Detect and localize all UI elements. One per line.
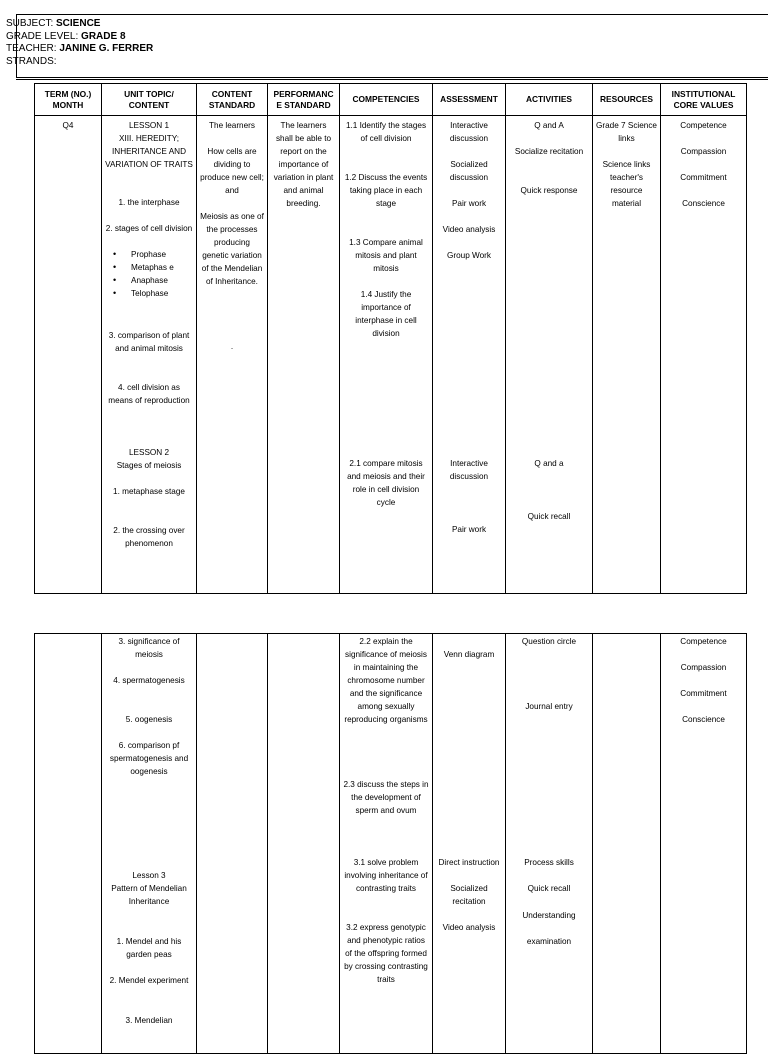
topic-item: 1. the interphase <box>118 198 180 207</box>
subject-value: SCIENCE <box>56 18 101 29</box>
table-row <box>35 634 747 1054</box>
teacher-value: JANINE G. FERRER <box>59 43 154 54</box>
activities-cell: Question circle Journal entry Process skills Quick recall Understanding examination <box>506 634 593 1054</box>
topic-cell: 3. significance of meiosis 4. spermatogenesis 5. oogenesis 6. comparison pf spermatogenesis and oogenesis Lesson 3 Pattern of Mendelian Inheritance 1. Mendel and his garden peas 2. Mendel experiment 3. Mendelian <box>102 634 197 1054</box>
topic-item: 2. the crossing over phenomenon <box>113 526 185 548</box>
col-header-content-standard: CONTENT STANDARD <box>197 84 268 116</box>
list-item: • Prophase <box>105 248 193 261</box>
competencies-cell: 2.2 explain the significance of meiosis in maintaining the chromosome number and the significance among sexually reproducing organisms 2.3 discuss the steps in the development of sperm and ovum 3.1 solve problem involving inheritance of contrasting traits 3.2 express genotypic and phenotypic ratios of the offspring formed by crossing contrasting traits <box>340 634 433 1054</box>
performance-standard-cell <box>268 634 340 1054</box>
topic-item: 3. comparison of plant and animal mitosis <box>108 331 190 353</box>
col-header-term: TERM (NO.) MONTH <box>35 84 102 116</box>
topic-item: 2. stages of cell division <box>105 224 193 233</box>
strands-line: STRANDS: <box>6 55 57 67</box>
activities-cell: Q and A Socialize recitation Quick response Q and a Quick recall <box>506 116 593 594</box>
col-header-assessment: ASSESSMENT <box>433 84 506 116</box>
col-header-performance-standard: PERFORMANC E STANDARD <box>268 84 340 116</box>
grade-value: GRADE 8 <box>81 30 126 42</box>
topic-item: 1. metaphase stage <box>113 487 185 496</box>
list-item: • Anaphase <box>105 274 193 287</box>
resources-cell: Grade 7 Science links Science links teacher's resource material <box>593 116 661 594</box>
document-header <box>6 18 153 68</box>
lesson-3-title: Lesson 3 Pattern of Mendelian Inheritance <box>111 871 187 906</box>
assessment-cell: Venn diagram Direct instruction Socialized recitation Video analysis <box>433 634 506 1054</box>
competencies-cell: 1.1 Identify the stages of cell division 1.2 Discuss the events taking place in each stage 1.3 Compare animal mitosis and plant mitosis 1.4 Justify the importance of interphase in cell division 2.1 compare mitosis and meiosis and their role in cell division cycle <box>340 116 433 594</box>
table-row <box>35 116 747 594</box>
col-header-core-values: INSTITUTIONAL CORE VALUES <box>661 84 747 116</box>
term-cell <box>35 634 102 1054</box>
col-header-topic: UNIT TOPIC/ CONTENT <box>102 84 197 116</box>
table-header-row <box>35 84 747 116</box>
lesson-2-title: LESSON 2 Stages of meiosis <box>116 448 182 470</box>
assessment-cell: Interactive discussion Socialized discussion Pair work Video analysis Group Work Interactive discussion Pair work <box>433 116 506 594</box>
curriculum-table-2 <box>34 633 747 1054</box>
teacher-line: TEACHER: JANINE G. FERRER <box>6 43 154 54</box>
resources-cell <box>593 634 661 1054</box>
performance-standard-cell: The learners shall be able to report on the importance of variation in plant and animal breeding. <box>268 116 340 594</box>
core-values-cell: Competence Compassion Commitment Conscience <box>661 634 747 1054</box>
topic-item: 4. cell division as means of reproduction <box>108 383 190 405</box>
col-header-competencies: COMPETENCIES <box>340 84 433 116</box>
subject-line: SUBJECT: SCIENCE <box>6 18 101 29</box>
header-divider <box>16 79 768 80</box>
stage-list <box>105 248 193 300</box>
col-header-resources: RESOURCES <box>593 84 661 116</box>
grade-line: GRADE LEVEL: GRADE 8 <box>6 30 126 42</box>
lesson-1-title: LESSON 1 XIII. HEREDITY; INHERITANCE AND VARIATION OF TRAITS <box>105 121 193 169</box>
term-cell: Q4 <box>35 116 102 594</box>
content-standard-cell: The learners How cells are dividing to produce new cell; and Meiosis as one of the processes producing genetic variation of the Mendelian of Inheritance. . <box>197 116 268 594</box>
content-standard-cell <box>197 634 268 1054</box>
topic-cell <box>102 116 197 594</box>
curriculum-table-1 <box>34 83 747 594</box>
list-item: • Telophase <box>105 287 193 300</box>
core-values-cell: Competence Compassion Commitment Conscience <box>661 116 747 594</box>
list-item: • Metaphas e <box>105 261 193 274</box>
col-header-activities: ACTIVITIES <box>506 84 593 116</box>
